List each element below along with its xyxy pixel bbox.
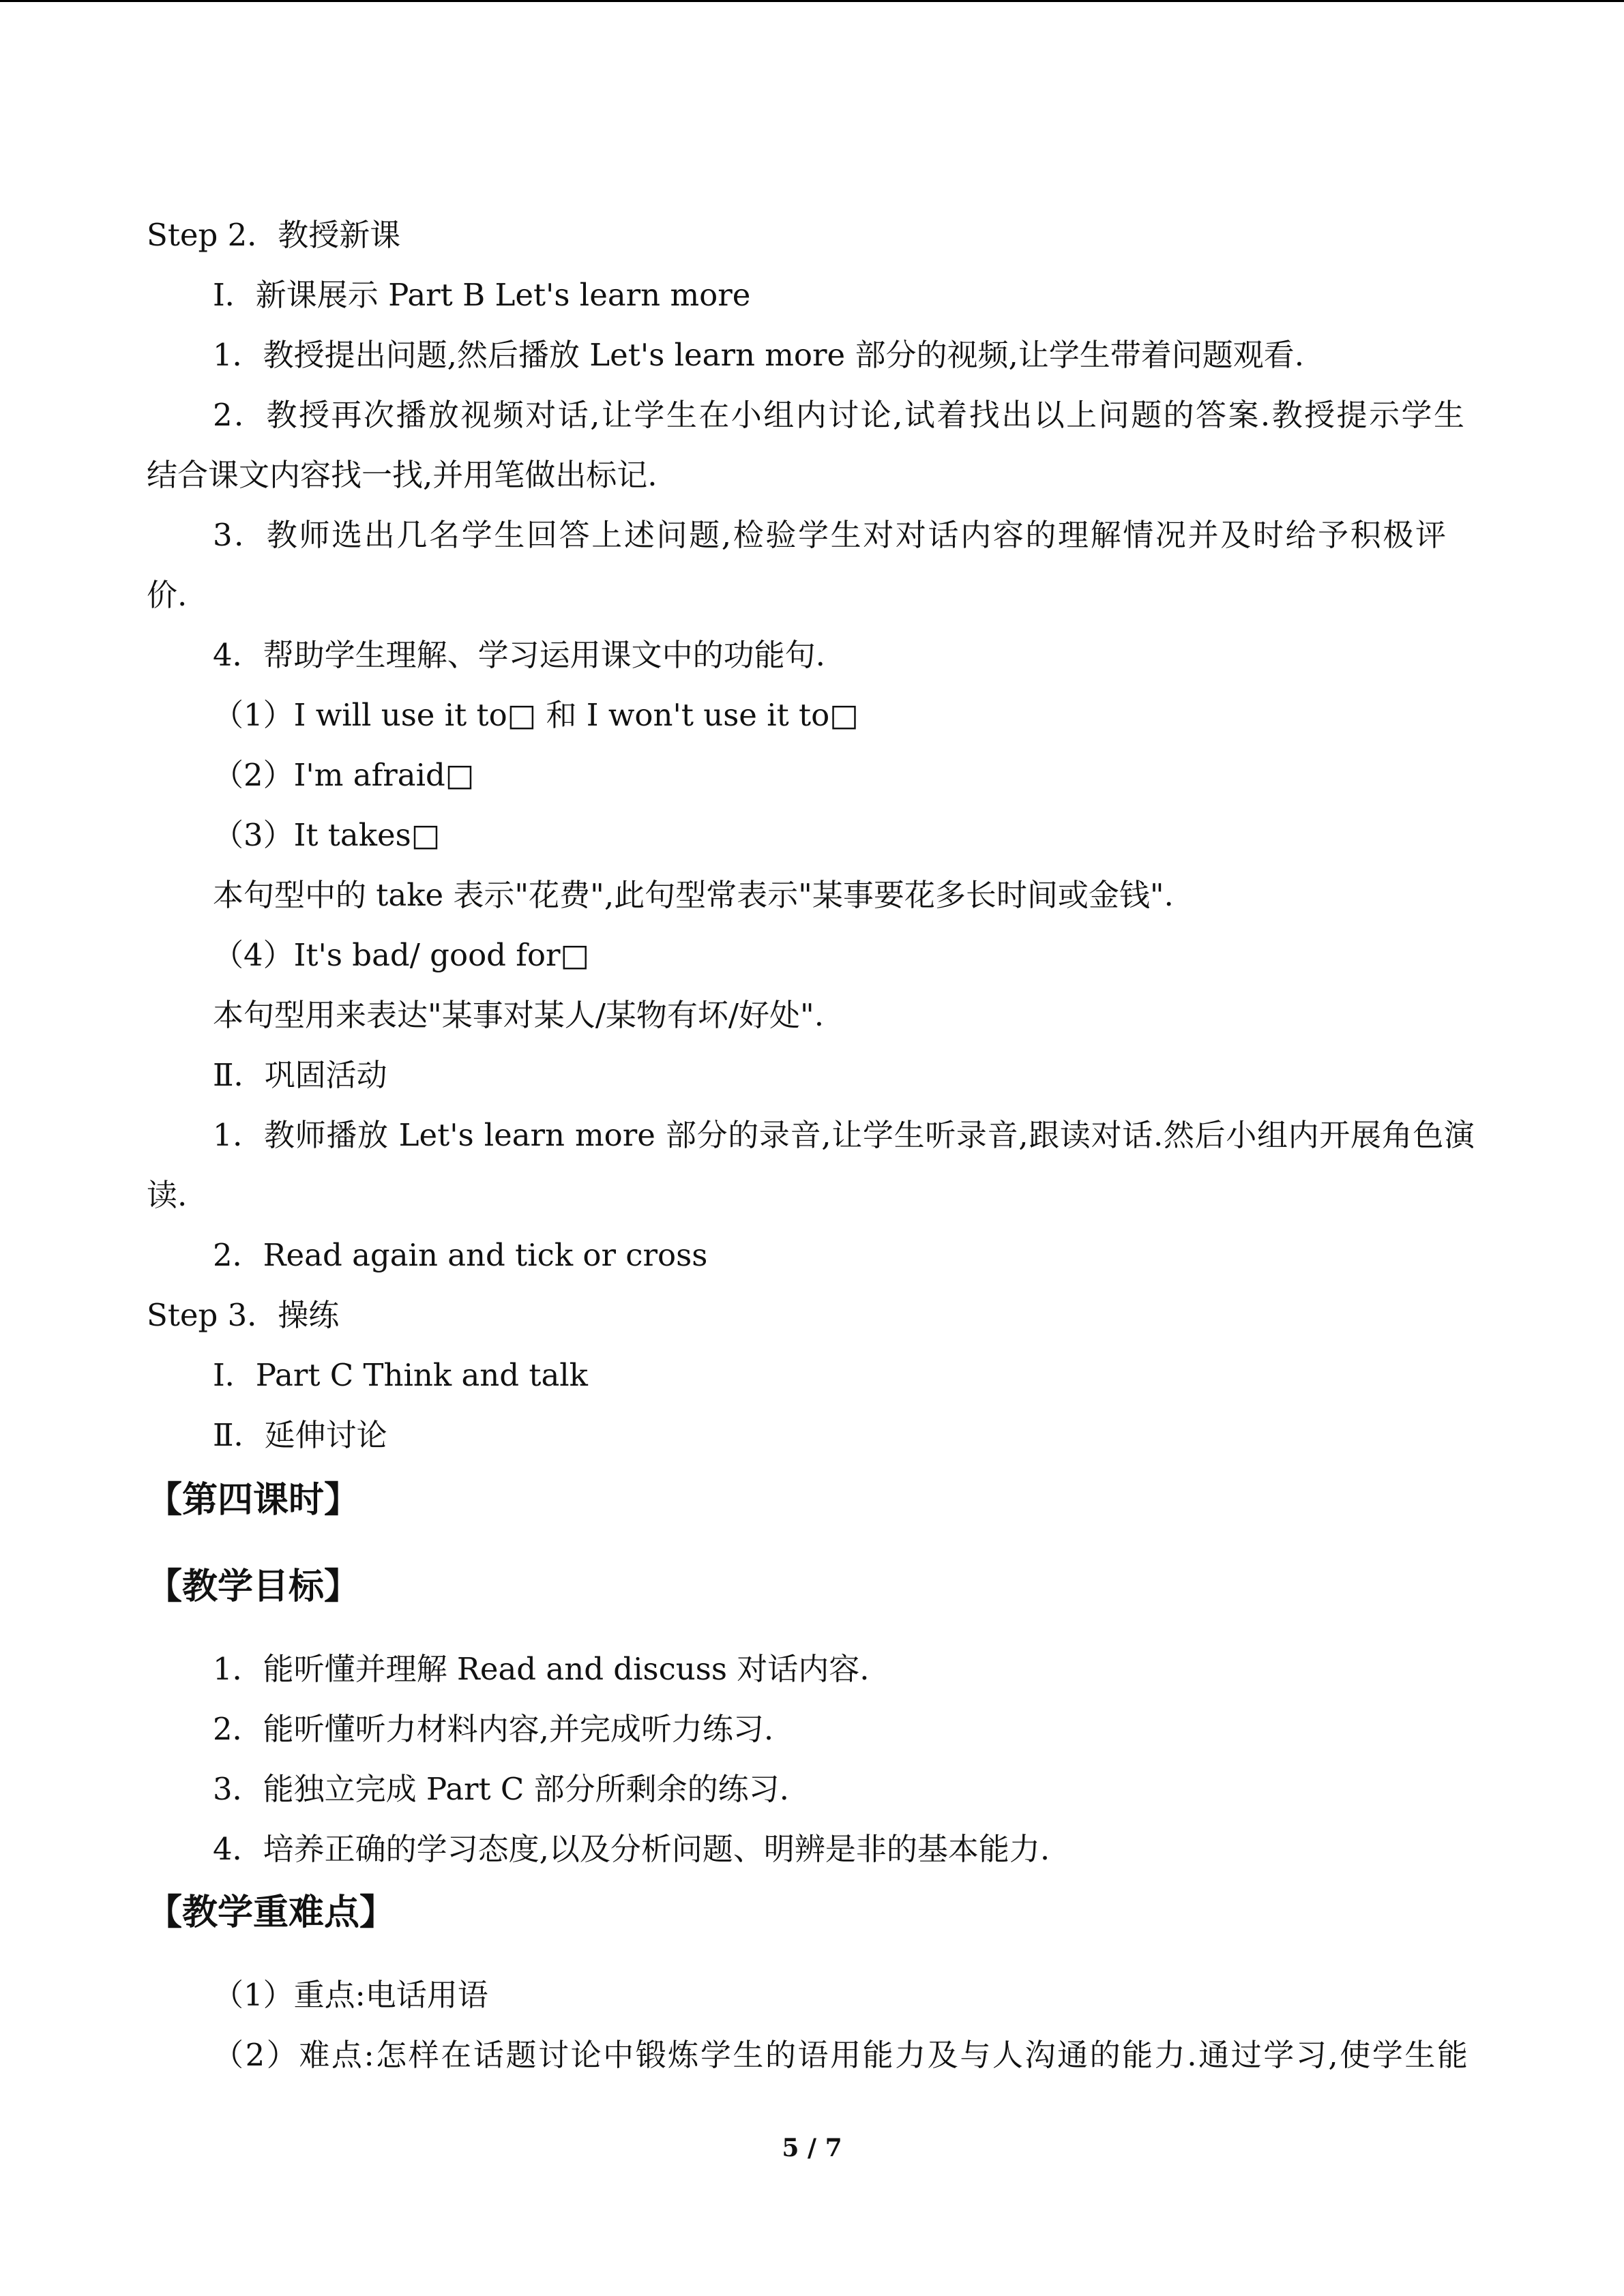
- goal-4: 4．培养正确的学习态度,以及分析问题、明辨是非的基本能力.: [213, 1831, 1050, 1867]
- step2-section-2: Ⅱ．巩固活动: [213, 1057, 387, 1093]
- pattern-2: （2）I'm afraid□: [213, 757, 475, 793]
- step3-heading: Step 3．操练: [147, 1297, 340, 1333]
- consolidation-item-1-line-1: 1．教师播放 Let's learn more 部分的录音,让学生听录音,跟读对话.然后小组内开展角色演: [213, 1117, 1475, 1153]
- key-point-1: （1）重点:电话用语: [213, 1977, 488, 2013]
- step3-section-1: Ⅰ．Part C Think and talk: [213, 1357, 588, 1393]
- goal-3: 3．能独立完成 Part C 部分所剩余的练习.: [213, 1771, 789, 1807]
- pattern-3-note: 本句型中的 take 表示"花费",此句型常表示"某事要花多长时间或金钱".: [213, 877, 1174, 913]
- step2-item-2-line-2: 结合课文内容找一找,并用笔做出标记.: [147, 457, 658, 493]
- heading-teaching-goals: 【教学目标】: [147, 1566, 360, 1607]
- goal-1: 1．能听懂并理解 Read and discuss 对话内容.: [213, 1651, 870, 1687]
- heading-lesson-4: 【第四课时】: [147, 1480, 360, 1521]
- pattern-3: （3）It takes□: [213, 817, 441, 853]
- step2-item-4: 4．帮助学生理解、学习运用课文中的功能句.: [213, 637, 825, 673]
- consolidation-item-1-line-2: 读.: [147, 1177, 188, 1213]
- step2-heading: Step 2．教授新课: [147, 217, 401, 253]
- step2-item-1: 1．教授提出问题,然后播放 Let's learn more 部分的视频,让学生带着问题观看.: [213, 337, 1305, 373]
- page-number: 5 / 7: [782, 2134, 842, 2162]
- heading-key-points: 【教学重难点】: [147, 1892, 396, 1933]
- step2-item-3-line-2: 价.: [147, 577, 188, 613]
- step2-section-1: Ⅰ．新课展示 Part B Let's learn more: [213, 277, 751, 313]
- goal-2: 2．能听懂听力材料内容,并完成听力练习.: [213, 1711, 774, 1747]
- step3-section-2: Ⅱ．延伸讨论: [213, 1417, 387, 1453]
- consolidation-item-2: 2．Read again and tick or cross: [213, 1237, 708, 1273]
- key-point-2: （2）难点:怎样在话题讨论中锻炼学生的语用能力及与人沟通的能力.通过学习,使学生能: [213, 2037, 1468, 2073]
- step2-item-2-line-1: 2．教授再次播放视频对话,让学生在小组内讨论,试着找出以上问题的答案.教授提示学生: [213, 397, 1464, 433]
- pattern-1: （1）I will use it to□ 和 I won't use it to□: [213, 697, 859, 733]
- step2-item-3-line-1: 3．教师选出几名学生回答上述问题,检验学生对对话内容的理解情况并及时给予积极评: [213, 517, 1446, 553]
- pattern-4-note: 本句型用来表达"某事对某人/某物有坏/好处".: [213, 997, 825, 1033]
- pattern-4: （4）It's bad/ good for□: [213, 937, 590, 973]
